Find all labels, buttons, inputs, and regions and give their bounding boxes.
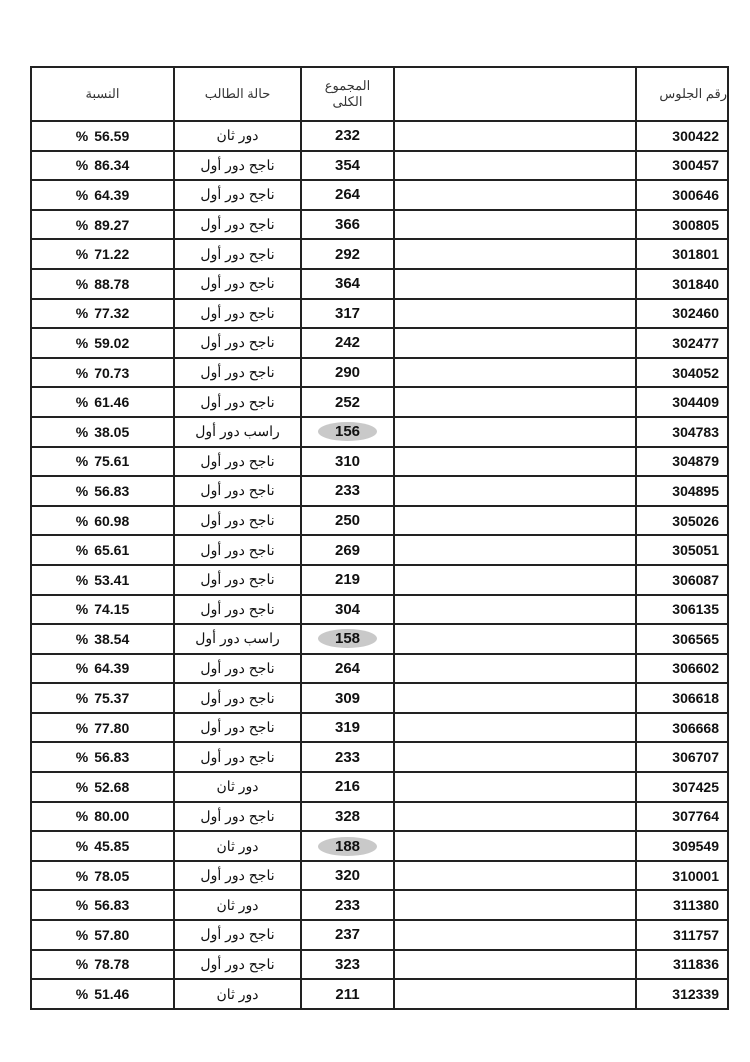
status-cell: ناجح دور أول	[174, 358, 301, 388]
ratio-value: 65.61	[94, 542, 130, 559]
total-value: 233	[334, 748, 361, 766]
status-cell: دور ثان	[174, 979, 301, 1009]
ratio-value: 89.27	[94, 216, 130, 233]
total-cell	[301, 121, 394, 151]
seat-number-cell: 306135	[636, 595, 728, 625]
total-cell	[301, 624, 394, 654]
ratio-value: 38.05	[94, 423, 130, 440]
total-value: 290	[334, 364, 361, 382]
percent-sign: %	[75, 690, 89, 707]
table-row	[31, 151, 728, 181]
header-ratio: النسبة	[31, 67, 174, 121]
ratio-cell	[31, 476, 174, 506]
table-row	[31, 831, 728, 861]
table-row	[31, 595, 728, 625]
seat-number-cell: 306668	[636, 713, 728, 743]
total-cell	[301, 239, 394, 269]
percent-sign: %	[75, 719, 89, 736]
total-value: 269	[334, 541, 361, 559]
ratio-cell	[31, 269, 174, 299]
table-row	[31, 683, 728, 713]
total-value: 216	[334, 778, 361, 796]
ratio-value: 75.61	[94, 453, 130, 470]
seat-number-cell: 304895	[636, 476, 728, 506]
blank-cell	[394, 831, 636, 861]
total-cell	[301, 269, 394, 299]
ratio-value: 78.05	[94, 867, 130, 884]
table-row	[31, 417, 728, 447]
total-cell	[301, 358, 394, 388]
total-cell	[301, 890, 394, 920]
ratio-cell	[31, 772, 174, 802]
status-cell: ناجح دور أول	[174, 950, 301, 980]
seat-number-cell: 302477	[636, 328, 728, 358]
ratio-cell	[31, 210, 174, 240]
ratio-value: 71.22	[94, 246, 130, 263]
total-cell	[301, 713, 394, 743]
status-cell: ناجح دور أول	[174, 654, 301, 684]
seat-number-cell: 301801	[636, 239, 728, 269]
ratio-cell	[31, 831, 174, 861]
status-cell: ناجح دور أول	[174, 269, 301, 299]
status-cell: ناجح دور أول	[174, 595, 301, 625]
ratio-value: 59.02	[94, 334, 130, 351]
blank-cell	[394, 121, 636, 151]
ratio-cell	[31, 506, 174, 536]
status-cell: دور ثان	[174, 121, 301, 151]
ratio-value: 70.73	[94, 364, 130, 381]
ratio-cell	[31, 979, 174, 1009]
blank-cell	[394, 713, 636, 743]
total-value-highlighted: 158	[318, 629, 377, 648]
seat-number-cell: 307764	[636, 802, 728, 832]
ratio-cell	[31, 890, 174, 920]
seat-number-cell: 309549	[636, 831, 728, 861]
table-row	[31, 328, 728, 358]
table-row	[31, 772, 728, 802]
ratio-value: 86.34	[94, 157, 130, 174]
percent-sign: %	[75, 482, 89, 499]
status-cell: ناجح دور أول	[174, 742, 301, 772]
ratio-value: 56.59	[94, 127, 130, 144]
total-cell	[301, 210, 394, 240]
table-row	[31, 979, 728, 1009]
status-cell: ناجح دور أول	[174, 506, 301, 536]
total-value-highlighted: 188	[318, 837, 377, 856]
percent-sign: %	[75, 749, 89, 766]
ratio-cell	[31, 654, 174, 684]
percent-sign: %	[75, 542, 89, 559]
ratio-cell	[31, 387, 174, 417]
table-row	[31, 269, 728, 299]
blank-cell	[394, 358, 636, 388]
ratio-cell	[31, 535, 174, 565]
seat-number-cell: 300646	[636, 180, 728, 210]
seat-number-cell: 300422	[636, 121, 728, 151]
table-header	[31, 67, 728, 121]
ratio-cell	[31, 713, 174, 743]
seat-number-cell: 304879	[636, 447, 728, 477]
total-value: 264	[334, 186, 361, 204]
percent-sign: %	[75, 571, 89, 588]
table-row	[31, 654, 728, 684]
percent-sign: %	[75, 601, 89, 618]
blank-cell	[394, 239, 636, 269]
status-cell: ناجح دور أول	[174, 387, 301, 417]
total-value: 304	[334, 600, 361, 618]
status-cell: راسب دور أول	[174, 417, 301, 447]
blank-cell	[394, 861, 636, 891]
status-cell: ناجح دور أول	[174, 535, 301, 565]
table-row	[31, 802, 728, 832]
ratio-cell	[31, 565, 174, 595]
total-value: 250	[334, 512, 361, 530]
total-value: 219	[334, 571, 361, 589]
ratio-cell	[31, 121, 174, 151]
blank-cell	[394, 595, 636, 625]
table-row	[31, 358, 728, 388]
percent-sign: %	[75, 986, 89, 1003]
seat-number-cell: 311757	[636, 920, 728, 950]
ratio-cell	[31, 447, 174, 477]
ratio-value: 88.78	[94, 275, 130, 292]
seat-number-cell: 306565	[636, 624, 728, 654]
status-cell: ناجح دور أول	[174, 713, 301, 743]
seat-number-cell: 305026	[636, 506, 728, 536]
total-value: 366	[334, 216, 361, 234]
percent-sign: %	[75, 838, 89, 855]
total-cell	[301, 535, 394, 565]
status-cell: دور ثان	[174, 772, 301, 802]
blank-cell	[394, 950, 636, 980]
seat-number-cell: 306707	[636, 742, 728, 772]
blank-cell	[394, 535, 636, 565]
total-value: 232	[334, 127, 361, 145]
status-cell: ناجح دور أول	[174, 328, 301, 358]
blank-cell	[394, 920, 636, 950]
total-cell	[301, 861, 394, 891]
percent-sign: %	[75, 157, 89, 174]
total-value: 233	[334, 482, 361, 500]
total-cell	[301, 920, 394, 950]
status-cell: ناجح دور أول	[174, 683, 301, 713]
table-row	[31, 950, 728, 980]
ratio-value: 64.39	[94, 660, 130, 677]
total-cell	[301, 328, 394, 358]
total-value: 328	[334, 807, 361, 825]
percent-sign: %	[75, 334, 89, 351]
total-cell	[301, 595, 394, 625]
ratio-value: 74.15	[94, 601, 130, 618]
seat-number-cell: 307425	[636, 772, 728, 802]
table-row	[31, 180, 728, 210]
total-cell	[301, 772, 394, 802]
table-row	[31, 890, 728, 920]
header-seat-number: رقم الجلوس	[636, 67, 728, 121]
seat-number-cell: 300805	[636, 210, 728, 240]
total-value: 242	[334, 334, 361, 352]
blank-cell	[394, 654, 636, 684]
percent-sign: %	[75, 275, 89, 292]
results-table	[30, 66, 729, 1010]
ratio-value: 78.78	[94, 956, 130, 973]
ratio-value: 38.54	[94, 630, 130, 647]
total-value: 319	[334, 719, 361, 737]
percent-sign: %	[75, 453, 89, 470]
table-row	[31, 861, 728, 891]
blank-cell	[394, 742, 636, 772]
percent-sign: %	[75, 660, 89, 677]
percent-sign: %	[75, 364, 89, 381]
ratio-value: 60.98	[94, 512, 130, 529]
ratio-cell	[31, 950, 174, 980]
status-cell: ناجح دور أول	[174, 180, 301, 210]
ratio-cell	[31, 920, 174, 950]
ratio-value: 80.00	[94, 808, 130, 825]
total-cell	[301, 654, 394, 684]
percent-sign: %	[75, 867, 89, 884]
blank-cell	[394, 802, 636, 832]
seat-number-cell: 304052	[636, 358, 728, 388]
ratio-cell	[31, 683, 174, 713]
seat-number-cell: 306618	[636, 683, 728, 713]
total-cell	[301, 180, 394, 210]
seat-number-cell: 311380	[636, 890, 728, 920]
ratio-value: 56.83	[94, 482, 130, 499]
percent-sign: %	[75, 394, 89, 411]
ratio-value: 45.85	[94, 838, 130, 855]
blank-cell	[394, 151, 636, 181]
total-cell	[301, 447, 394, 477]
total-value: 211	[335, 985, 360, 1003]
total-value: 309	[334, 689, 361, 707]
total-cell	[301, 565, 394, 595]
table-row	[31, 447, 728, 477]
total-cell	[301, 506, 394, 536]
blank-cell	[394, 565, 636, 595]
seat-number-cell: 301840	[636, 269, 728, 299]
blank-cell	[394, 476, 636, 506]
percent-sign: %	[75, 186, 89, 203]
seat-number-cell: 306602	[636, 654, 728, 684]
status-cell: ناجح دور أول	[174, 447, 301, 477]
status-cell: ناجح دور أول	[174, 565, 301, 595]
total-cell	[301, 151, 394, 181]
ratio-cell	[31, 742, 174, 772]
total-value: 233	[334, 896, 361, 914]
percent-sign: %	[75, 630, 89, 647]
table-row	[31, 239, 728, 269]
blank-cell	[394, 772, 636, 802]
percent-sign: %	[75, 423, 89, 440]
ratio-value: 56.83	[94, 749, 130, 766]
blank-cell	[394, 180, 636, 210]
blank-cell	[394, 210, 636, 240]
table-row	[31, 742, 728, 772]
percent-sign: %	[75, 778, 89, 795]
total-value: 310	[334, 452, 361, 470]
percent-sign: %	[75, 926, 89, 943]
blank-cell	[394, 417, 636, 447]
blank-cell	[394, 506, 636, 536]
table-row	[31, 299, 728, 329]
total-value: 317	[334, 304, 361, 322]
table-body	[31, 121, 728, 1009]
table-row	[31, 506, 728, 536]
percent-sign: %	[75, 305, 89, 322]
blank-cell	[394, 624, 636, 654]
ratio-cell	[31, 417, 174, 447]
ratio-value: 77.80	[94, 719, 130, 736]
status-cell: ناجح دور أول	[174, 299, 301, 329]
ratio-value: 64.39	[94, 186, 130, 203]
percent-sign: %	[75, 897, 89, 914]
ratio-cell	[31, 328, 174, 358]
ratio-value: 56.83	[94, 897, 130, 914]
ratio-cell	[31, 595, 174, 625]
total-cell	[301, 387, 394, 417]
blank-cell	[394, 979, 636, 1009]
table-row	[31, 535, 728, 565]
status-cell: ناجح دور أول	[174, 802, 301, 832]
seat-number-cell: 302460	[636, 299, 728, 329]
header-status: حالة الطالب	[174, 67, 301, 121]
status-cell: ناجح دور أول	[174, 239, 301, 269]
ratio-cell	[31, 151, 174, 181]
table-row	[31, 121, 728, 151]
status-cell: ناجح دور أول	[174, 920, 301, 950]
ratio-cell	[31, 802, 174, 832]
ratio-value: 53.41	[94, 571, 130, 588]
ratio-cell	[31, 861, 174, 891]
total-value: 237	[334, 926, 361, 944]
total-cell	[301, 742, 394, 772]
total-value: 292	[334, 245, 361, 263]
ratio-cell	[31, 299, 174, 329]
seat-number-cell: 300457	[636, 151, 728, 181]
seat-number-cell: 311836	[636, 950, 728, 980]
blank-cell	[394, 328, 636, 358]
table-row	[31, 624, 728, 654]
ratio-cell	[31, 624, 174, 654]
ratio-cell	[31, 358, 174, 388]
blank-cell	[394, 387, 636, 417]
header-total-line2: الكلى	[332, 94, 363, 109]
total-cell	[301, 950, 394, 980]
table-row	[31, 387, 728, 417]
total-value: 252	[334, 393, 361, 411]
ratio-value: 75.37	[94, 690, 130, 707]
percent-sign: %	[75, 808, 89, 825]
table-row	[31, 210, 728, 240]
total-value: 320	[334, 867, 361, 885]
status-cell: دور ثان	[174, 890, 301, 920]
percent-sign: %	[75, 127, 89, 144]
total-cell	[301, 299, 394, 329]
total-value: 264	[334, 659, 361, 677]
ratio-value: 61.46	[94, 394, 130, 411]
total-cell	[301, 802, 394, 832]
header-blank	[394, 67, 636, 121]
percent-sign: %	[75, 956, 89, 973]
blank-cell	[394, 890, 636, 920]
percent-sign: %	[75, 216, 89, 233]
ratio-value: 77.32	[94, 305, 130, 322]
total-value: 364	[334, 275, 361, 293]
status-cell: دور ثان	[174, 831, 301, 861]
table-row	[31, 476, 728, 506]
ratio-cell	[31, 239, 174, 269]
status-cell: ناجح دور أول	[174, 476, 301, 506]
header-total	[301, 67, 394, 121]
seat-number-cell: 305051	[636, 535, 728, 565]
seat-number-cell: 304409	[636, 387, 728, 417]
total-cell	[301, 831, 394, 861]
seat-number-cell: 304783	[636, 417, 728, 447]
blank-cell	[394, 299, 636, 329]
status-cell: ناجح دور أول	[174, 210, 301, 240]
percent-sign: %	[75, 512, 89, 529]
table-row	[31, 565, 728, 595]
table-row	[31, 713, 728, 743]
blank-cell	[394, 269, 636, 299]
status-cell: راسب دور أول	[174, 624, 301, 654]
blank-cell	[394, 683, 636, 713]
total-value: 354	[334, 156, 361, 174]
total-cell	[301, 476, 394, 506]
ratio-value: 57.80	[94, 926, 130, 943]
total-cell	[301, 417, 394, 447]
ratio-value: 51.46	[94, 986, 130, 1003]
seat-number-cell: 306087	[636, 565, 728, 595]
total-cell	[301, 683, 394, 713]
seat-number-cell: 312339	[636, 979, 728, 1009]
total-value-highlighted: 156	[318, 422, 377, 441]
ratio-cell	[31, 180, 174, 210]
blank-cell	[394, 447, 636, 477]
percent-sign: %	[75, 246, 89, 263]
status-cell: ناجح دور أول	[174, 861, 301, 891]
ratio-value: 52.68	[94, 778, 130, 795]
seat-number-cell: 310001	[636, 861, 728, 891]
header-row	[31, 67, 728, 121]
status-cell: ناجح دور أول	[174, 151, 301, 181]
header-total-line1: المجموع	[324, 78, 371, 93]
total-cell	[301, 979, 394, 1009]
table-row	[31, 920, 728, 950]
total-value: 323	[334, 955, 361, 973]
